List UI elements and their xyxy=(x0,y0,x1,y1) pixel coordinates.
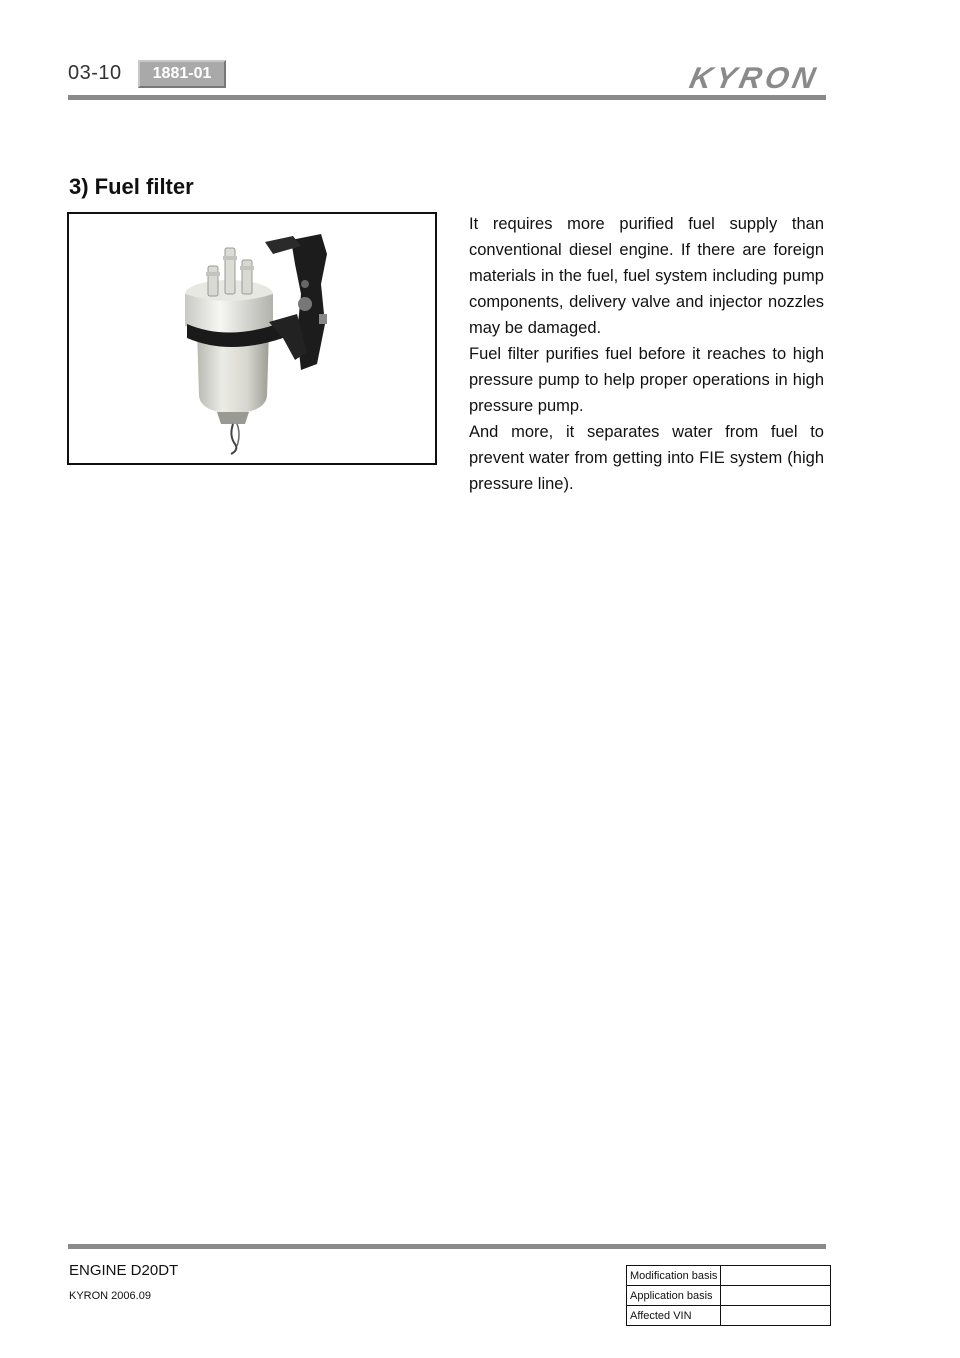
figure-frame xyxy=(67,212,437,465)
revision-value xyxy=(721,1306,831,1326)
revision-label: Application basis xyxy=(627,1286,721,1306)
table-row xyxy=(627,1306,831,1326)
revision-value xyxy=(721,1266,831,1286)
body-paragraph: It requires more purified fuel supply than conventional diesel engine. If there are foreign materials in the fuel, fuel system including pump components, delivery valve and injector nozzles may be damaged. xyxy=(469,215,824,337)
body-paragraph: And more, it separates water from fuel to prevent water from getting into FIE system (high pressure line). xyxy=(469,423,824,493)
section-title: 3) Fuel filter xyxy=(69,174,194,199)
page-number: 03-10 xyxy=(68,62,122,84)
footer-edition: KYRON 2006.09 xyxy=(69,1290,151,1302)
footer-title: ENGINE D20DT xyxy=(69,1262,179,1279)
body-text xyxy=(469,211,824,497)
footer-rule xyxy=(68,1244,826,1249)
brand-logo: KYRON xyxy=(686,62,822,95)
table-row xyxy=(627,1286,831,1306)
revision-label: Modification basis xyxy=(627,1266,721,1286)
revision-label: Affected VIN xyxy=(627,1306,721,1326)
section-code-badge: 1881-01 xyxy=(138,60,226,88)
header-rule xyxy=(68,95,826,100)
revision-value xyxy=(721,1286,831,1306)
fuel-filter-icon xyxy=(69,214,435,463)
body-paragraph: Fuel filter purifies fuel before it reaches to high pressure pump to help proper operations in high pressure pump. xyxy=(469,345,824,415)
table-row xyxy=(627,1266,831,1286)
revision-table xyxy=(626,1265,831,1326)
